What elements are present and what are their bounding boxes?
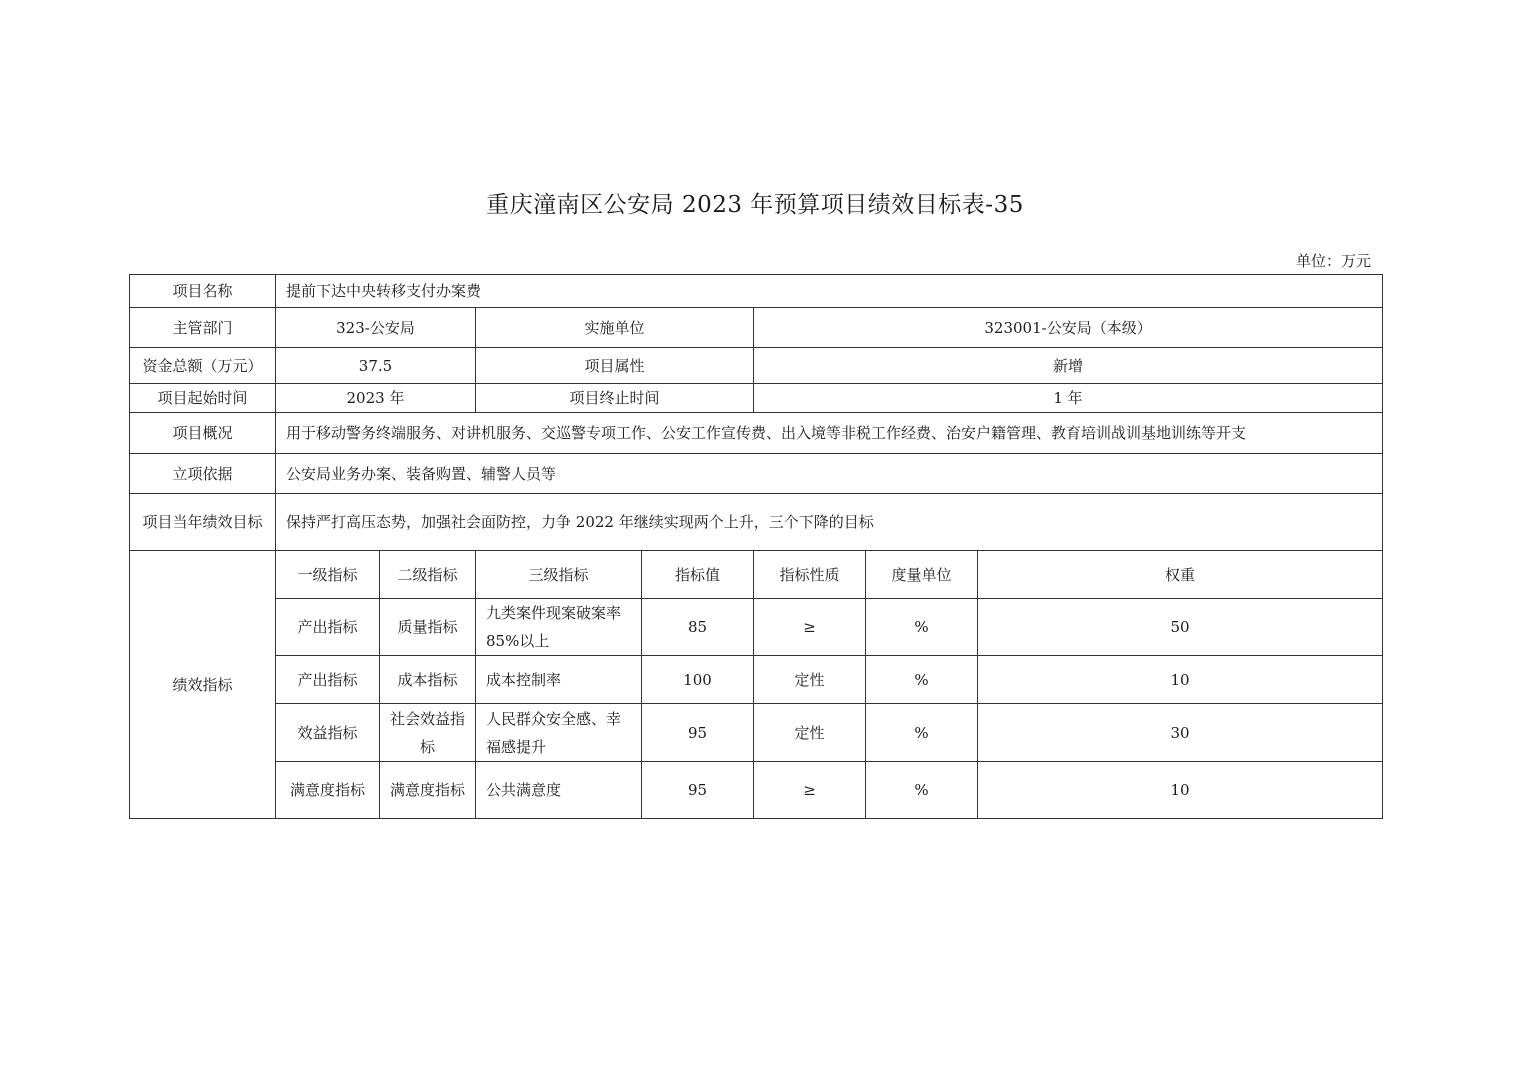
overview-value: 用于移动警务终端服务、对讲机服务、交巡警专项工作、公安工作宣传费、出入境等非税工作经费、治安户籍管理、教育培训战训基地训练等开支 <box>276 413 1383 454</box>
fund-total-label: 资金总额（万元） <box>130 348 276 384</box>
level3-cell: 人民群众安全感、幸福感提升 <box>476 704 642 762</box>
row-time <box>130 384 1383 413</box>
weight-cell: 30 <box>978 704 1383 762</box>
basis-label: 立项依据 <box>130 454 276 494</box>
header-level1: 一级指标 <box>276 551 380 599</box>
start-time-label: 项目起始时间 <box>130 384 276 413</box>
nature-cell: ≥ <box>754 762 866 819</box>
indicators-section-label: 绩效指标 <box>130 551 276 819</box>
level3-cell: 公共满意度 <box>476 762 642 819</box>
row-overview <box>130 413 1383 454</box>
value-cell: 85 <box>642 599 754 656</box>
level2-cell: 满意度指标 <box>380 762 476 819</box>
department-label: 主管部门 <box>130 308 276 348</box>
header-level3: 三级指标 <box>476 551 642 599</box>
nature-cell: 定性 <box>754 704 866 762</box>
annual-goal-label: 项目当年绩效目标 <box>130 494 276 551</box>
end-time-label: 项目终止时间 <box>476 384 754 413</box>
value-cell: 95 <box>642 704 754 762</box>
table-row <box>130 599 1383 656</box>
row-basis <box>130 454 1383 494</box>
table-row <box>130 704 1383 762</box>
project-attribute-label: 项目属性 <box>476 348 754 384</box>
basis-value: 公安局业务办案、装备购置、辅警人员等 <box>276 454 1383 494</box>
nature-cell: ≥ <box>754 599 866 656</box>
page-title: 重庆潼南区公安局 2023 年预算项目绩效目标表-35 <box>486 192 1024 218</box>
level1-cell: 满意度指标 <box>276 762 380 819</box>
fund-total-value: 37.5 <box>276 348 476 384</box>
weight-cell: 50 <box>978 599 1383 656</box>
nature-cell: 定性 <box>754 656 866 704</box>
department-value: 323-公安局 <box>276 308 476 348</box>
row-project-name <box>130 275 1383 308</box>
indicator-header-row <box>130 551 1383 599</box>
level3-cell: 成本控制率 <box>476 656 642 704</box>
level1-cell: 产出指标 <box>276 656 380 704</box>
weight-cell: 10 <box>978 656 1383 704</box>
weight-cell: 10 <box>978 762 1383 819</box>
level2-cell: 社会效益指标 <box>380 704 476 762</box>
unit-cell: % <box>866 599 978 656</box>
value-cell: 100 <box>642 656 754 704</box>
unit-label: 单位：万元 <box>1295 252 1371 270</box>
level2-cell: 成本指标 <box>380 656 476 704</box>
header-weight: 权重 <box>978 551 1383 599</box>
start-time-value: 2023 年 <box>276 384 476 413</box>
level3-cell: 九类案件现案破案率85%以上 <box>476 599 642 656</box>
table-row <box>130 762 1383 819</box>
unit-cell: % <box>866 704 978 762</box>
table-row <box>130 656 1383 704</box>
level1-cell: 效益指标 <box>276 704 380 762</box>
performance-target-table <box>129 274 1383 819</box>
row-department <box>130 308 1383 348</box>
project-attribute-value: 新增 <box>754 348 1383 384</box>
value-cell: 95 <box>642 762 754 819</box>
unit-cell: % <box>866 762 978 819</box>
row-fund <box>130 348 1383 384</box>
end-time-value: 1 年 <box>754 384 1383 413</box>
overview-label: 项目概况 <box>130 413 276 454</box>
project-name-label: 项目名称 <box>130 275 276 308</box>
row-goal <box>130 494 1383 551</box>
level1-cell: 产出指标 <box>276 599 380 656</box>
header-value: 指标值 <box>642 551 754 599</box>
implementing-unit-value: 323001-公安局（本级） <box>754 308 1383 348</box>
project-name-value: 提前下达中央转移支付办案费 <box>276 275 1383 308</box>
header-unit: 度量单位 <box>866 551 978 599</box>
annual-goal-value: 保持严打高压态势，加强社会面防控，力争 2022 年继续实现两个上升，三个下降的目标 <box>276 494 1383 551</box>
level2-cell: 质量指标 <box>380 599 476 656</box>
unit-cell: % <box>866 656 978 704</box>
implementing-unit-label: 实施单位 <box>476 308 754 348</box>
header-nature: 指标性质 <box>754 551 866 599</box>
header-level2: 二级指标 <box>380 551 476 599</box>
